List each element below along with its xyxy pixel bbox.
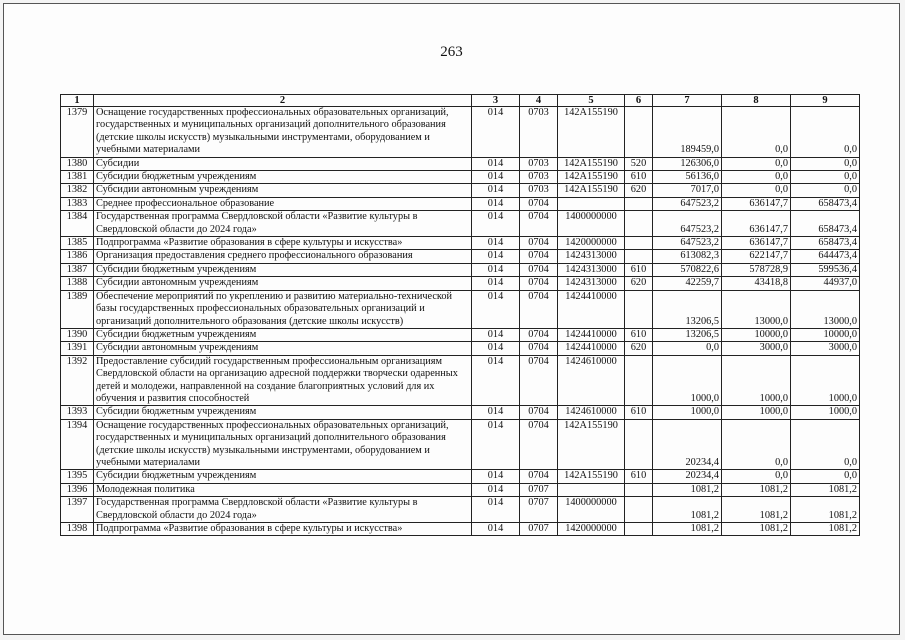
table-row xyxy=(61,263,860,276)
col6-type: 610 xyxy=(625,406,653,419)
row-number: 1386 xyxy=(61,250,94,263)
header-row xyxy=(61,95,860,107)
row-number: 1379 xyxy=(61,107,94,158)
col5-target: 1424313000 xyxy=(558,277,625,290)
col6-type xyxy=(625,211,653,237)
col8-value: 13000,0 xyxy=(722,290,791,328)
row-name: Субсидии бюджетным учреждениям xyxy=(94,470,472,483)
col8-value: 0,0 xyxy=(722,107,791,158)
col9-value: 599536,4 xyxy=(791,263,860,276)
col7-value: 7017,0 xyxy=(653,184,722,197)
row-name: Подпрограмма «Развитие образования в сфере культуры и искусства» xyxy=(94,523,472,536)
page-number: 263 xyxy=(440,44,463,60)
col9-value: 1081,2 xyxy=(791,497,860,523)
row-name: Субсидии бюджетным учреждениям xyxy=(94,171,472,184)
table-row xyxy=(61,290,860,328)
col8-value: 0,0 xyxy=(722,184,791,197)
col9-value: 0,0 xyxy=(791,419,860,470)
col4-section: 0704 xyxy=(520,328,558,341)
row-number: 1396 xyxy=(61,483,94,496)
table-row xyxy=(61,277,860,290)
col9-value: 0,0 xyxy=(791,171,860,184)
row-name: Субсидии бюджетным учреждениям xyxy=(94,406,472,419)
row-number: 1387 xyxy=(61,263,94,276)
column-header: 3 xyxy=(472,95,520,107)
col7-value: 647523,2 xyxy=(653,211,722,237)
col4-section: 0704 xyxy=(520,197,558,210)
row-name: Субсидии автономным учреждениям xyxy=(94,342,472,355)
col5-target: 1424410000 xyxy=(558,342,625,355)
row-name: Субсидии бюджетным учреждениям xyxy=(94,263,472,276)
col8-value: 578728,9 xyxy=(722,263,791,276)
col7-value: 42259,7 xyxy=(653,277,722,290)
col6-type xyxy=(625,355,653,406)
col9-value: 658473,4 xyxy=(791,211,860,237)
col4-section: 0704 xyxy=(520,342,558,355)
column-header: 2 xyxy=(94,95,472,107)
col5-target: 1400000000 xyxy=(558,497,625,523)
col7-value: 1081,2 xyxy=(653,483,722,496)
row-number: 1389 xyxy=(61,290,94,328)
col5-target xyxy=(558,197,625,210)
col3-code: 014 xyxy=(472,237,520,250)
col8-value: 636147,7 xyxy=(722,197,791,210)
row-name: Субсидии автономным учреждениям xyxy=(94,277,472,290)
col9-value: 44937,0 xyxy=(791,277,860,290)
col9-value: 1000,0 xyxy=(791,355,860,406)
col6-type: 610 xyxy=(625,328,653,341)
table-row xyxy=(61,197,860,210)
col8-value: 0,0 xyxy=(722,171,791,184)
col5-target: 1424410000 xyxy=(558,290,625,328)
document-page xyxy=(3,3,900,635)
col8-value: 3000,0 xyxy=(722,342,791,355)
table-row xyxy=(61,470,860,483)
col5-target: 1400000000 xyxy=(558,211,625,237)
row-number: 1392 xyxy=(61,355,94,406)
col8-value: 636147,7 xyxy=(722,211,791,237)
table-row xyxy=(61,211,860,237)
row-name: Государственная программа Свердловской области «Развитие культуры в Свердловской области до 2024 года» xyxy=(94,497,472,523)
row-number: 1397 xyxy=(61,497,94,523)
col3-code: 014 xyxy=(472,107,520,158)
row-name: Обеспечение мероприятий по укреплению и развитию материально-технической базы государственных профессиональных образовательных организаций и организаций дополнительного образования (детские школы искусств) xyxy=(94,290,472,328)
col6-type xyxy=(625,419,653,470)
col5-target xyxy=(558,483,625,496)
col7-value: 1000,0 xyxy=(653,355,722,406)
col5-target: 1420000000 xyxy=(558,523,625,536)
row-name: Организация предоставления среднего профессионального образования xyxy=(94,250,472,263)
row-name: Подпрограмма «Развитие образования в сфере культуры и искусства» xyxy=(94,237,472,250)
col3-code: 014 xyxy=(472,211,520,237)
row-name: Субсидии бюджетным учреждениям xyxy=(94,328,472,341)
col6-type: 610 xyxy=(625,171,653,184)
col7-value: 1000,0 xyxy=(653,406,722,419)
col3-code: 014 xyxy=(472,328,520,341)
col5-target: 1424610000 xyxy=(558,406,625,419)
table-row xyxy=(61,157,860,170)
col3-code: 014 xyxy=(472,290,520,328)
col5-target: 142A155190 xyxy=(558,419,625,470)
col7-value: 20234,4 xyxy=(653,419,722,470)
col4-section: 0703 xyxy=(520,157,558,170)
col4-section: 0703 xyxy=(520,107,558,158)
row-number: 1382 xyxy=(61,184,94,197)
col6-type xyxy=(625,290,653,328)
row-number: 1393 xyxy=(61,406,94,419)
col3-code: 014 xyxy=(472,250,520,263)
budget-table xyxy=(60,94,860,536)
col7-value: 189459,0 xyxy=(653,107,722,158)
col7-value: 1081,2 xyxy=(653,497,722,523)
col6-type xyxy=(625,197,653,210)
col4-section: 0704 xyxy=(520,211,558,237)
col6-type xyxy=(625,250,653,263)
col7-value: 1081,2 xyxy=(653,523,722,536)
table-row xyxy=(61,107,860,158)
col9-value: 0,0 xyxy=(791,470,860,483)
col3-code: 014 xyxy=(472,277,520,290)
col7-value: 56136,0 xyxy=(653,171,722,184)
col4-section: 0704 xyxy=(520,406,558,419)
col8-value: 0,0 xyxy=(722,157,791,170)
row-number: 1394 xyxy=(61,419,94,470)
table-row xyxy=(61,184,860,197)
col4-section: 0703 xyxy=(520,171,558,184)
col9-value: 1000,0 xyxy=(791,406,860,419)
col9-value: 1081,2 xyxy=(791,523,860,536)
table-row xyxy=(61,497,860,523)
col7-value: 126306,0 xyxy=(653,157,722,170)
row-number: 1385 xyxy=(61,237,94,250)
col6-type xyxy=(625,497,653,523)
col9-value: 0,0 xyxy=(791,107,860,158)
col8-value: 43418,8 xyxy=(722,277,791,290)
column-header: 7 xyxy=(653,95,722,107)
col8-value: 636147,7 xyxy=(722,237,791,250)
col3-code: 014 xyxy=(472,263,520,276)
col9-value: 0,0 xyxy=(791,184,860,197)
col8-value: 0,0 xyxy=(722,470,791,483)
col7-value: 570822,6 xyxy=(653,263,722,276)
col9-value: 1081,2 xyxy=(791,483,860,496)
row-name: Государственная программа Свердловской области «Развитие культуры в Свердловской области до 2024 года» xyxy=(94,211,472,237)
col9-value: 13000,0 xyxy=(791,290,860,328)
col3-code: 014 xyxy=(472,406,520,419)
col5-target: 142A155190 xyxy=(558,171,625,184)
col4-section: 0704 xyxy=(520,237,558,250)
col3-code: 014 xyxy=(472,157,520,170)
col5-target: 1424313000 xyxy=(558,250,625,263)
col6-type: 620 xyxy=(625,277,653,290)
col6-type xyxy=(625,107,653,158)
col4-section: 0703 xyxy=(520,184,558,197)
col6-type: 610 xyxy=(625,263,653,276)
row-number: 1390 xyxy=(61,328,94,341)
col9-value: 644473,4 xyxy=(791,250,860,263)
col4-section: 0704 xyxy=(520,250,558,263)
table-row xyxy=(61,171,860,184)
col8-value: 1000,0 xyxy=(722,355,791,406)
table-body xyxy=(61,107,860,536)
row-name: Среднее профессиональное образование xyxy=(94,197,472,210)
col3-code: 014 xyxy=(472,419,520,470)
col6-type: 610 xyxy=(625,470,653,483)
col6-type xyxy=(625,237,653,250)
row-number: 1380 xyxy=(61,157,94,170)
col3-code: 014 xyxy=(472,470,520,483)
col3-code: 014 xyxy=(472,197,520,210)
col6-type: 520 xyxy=(625,157,653,170)
col5-target: 1424410000 xyxy=(558,328,625,341)
col6-type xyxy=(625,483,653,496)
column-header: 8 xyxy=(722,95,791,107)
row-number: 1384 xyxy=(61,211,94,237)
row-number: 1395 xyxy=(61,470,94,483)
row-name: Молодежная политика xyxy=(94,483,472,496)
col4-section: 0704 xyxy=(520,419,558,470)
col7-value: 647523,2 xyxy=(653,237,722,250)
row-number: 1381 xyxy=(61,171,94,184)
col8-value: 1000,0 xyxy=(722,406,791,419)
table-row xyxy=(61,419,860,470)
column-header: 1 xyxy=(61,95,94,107)
col8-value: 0,0 xyxy=(722,419,791,470)
col5-target: 142A155190 xyxy=(558,157,625,170)
table-row xyxy=(61,483,860,496)
col7-value: 13206,5 xyxy=(653,290,722,328)
table-row xyxy=(61,237,860,250)
col7-value: 13206,5 xyxy=(653,328,722,341)
col4-section: 0704 xyxy=(520,470,558,483)
col9-value: 658473,4 xyxy=(791,237,860,250)
col5-target: 142A155190 xyxy=(558,184,625,197)
col3-code: 014 xyxy=(472,184,520,197)
col8-value: 622147,7 xyxy=(722,250,791,263)
col4-section: 0704 xyxy=(520,277,558,290)
col6-type: 620 xyxy=(625,342,653,355)
col9-value: 3000,0 xyxy=(791,342,860,355)
col8-value: 1081,2 xyxy=(722,483,791,496)
col5-target: 1424610000 xyxy=(558,355,625,406)
col7-value: 613082,3 xyxy=(653,250,722,263)
col6-type: 620 xyxy=(625,184,653,197)
table-row xyxy=(61,406,860,419)
column-header: 5 xyxy=(558,95,625,107)
col6-type xyxy=(625,523,653,536)
col8-value: 1081,2 xyxy=(722,523,791,536)
row-number: 1391 xyxy=(61,342,94,355)
col3-code: 014 xyxy=(472,483,520,496)
col5-target: 142A155190 xyxy=(558,470,625,483)
col4-section: 0704 xyxy=(520,290,558,328)
table-row xyxy=(61,523,860,536)
col8-value: 1081,2 xyxy=(722,497,791,523)
col3-code: 014 xyxy=(472,342,520,355)
row-name: Оснащение государственных профессиональных образовательных организаций, государственных и муниципальных организаций дополнительного образования (детские школы искусств) музыкальными инструментами, оборудованием и учебными материалами xyxy=(94,419,472,470)
col4-section: 0704 xyxy=(520,355,558,406)
col7-value: 647523,2 xyxy=(653,197,722,210)
col9-value: 0,0 xyxy=(791,157,860,170)
col9-value: 10000,0 xyxy=(791,328,860,341)
row-number: 1388 xyxy=(61,277,94,290)
col7-value: 0,0 xyxy=(653,342,722,355)
col3-code: 014 xyxy=(472,355,520,406)
column-header: 9 xyxy=(791,95,860,107)
column-header: 4 xyxy=(520,95,558,107)
col8-value: 10000,0 xyxy=(722,328,791,341)
col5-target: 1420000000 xyxy=(558,237,625,250)
col5-target: 1424313000 xyxy=(558,263,625,276)
col3-code: 014 xyxy=(472,171,520,184)
column-header: 6 xyxy=(625,95,653,107)
col4-section: 0707 xyxy=(520,497,558,523)
col5-target: 142A155190 xyxy=(558,107,625,158)
table-row xyxy=(61,355,860,406)
row-name: Субсидии автономным учреждениям xyxy=(94,184,472,197)
col7-value: 20234,4 xyxy=(653,470,722,483)
row-number: 1383 xyxy=(61,197,94,210)
col4-section: 0707 xyxy=(520,483,558,496)
col4-section: 0707 xyxy=(520,523,558,536)
table-row xyxy=(61,250,860,263)
col4-section: 0704 xyxy=(520,263,558,276)
row-name: Субсидии xyxy=(94,157,472,170)
table-row xyxy=(61,328,860,341)
row-name: Оснащение государственных профессиональных образовательных организаций, государственных и муниципальных организаций дополнительного образования (детские школы искусств) музыкальными инструментами, оборудованием и учебными материалами xyxy=(94,107,472,158)
row-name: Предоставление субсидий государственным профессиональным организациям Свердловской области на организацию адресной поддержки творчески одаренных детей и молодежи, направленной на создание благоприятных условий для их обучения и развития способностей xyxy=(94,355,472,406)
col3-code: 014 xyxy=(472,497,520,523)
row-number: 1398 xyxy=(61,523,94,536)
table-row xyxy=(61,342,860,355)
col3-code: 014 xyxy=(472,523,520,536)
col9-value: 658473,4 xyxy=(791,197,860,210)
